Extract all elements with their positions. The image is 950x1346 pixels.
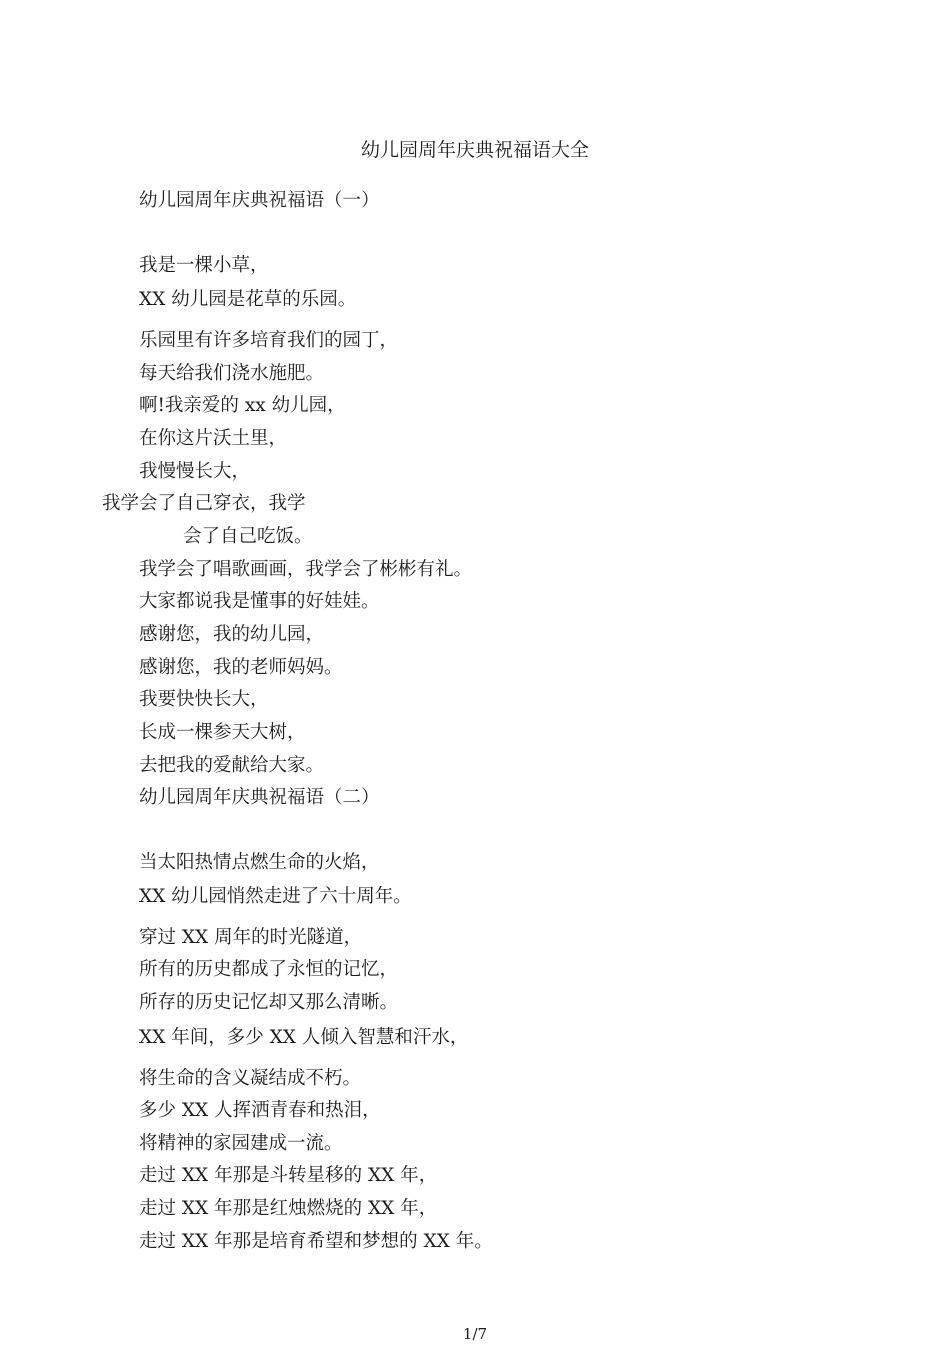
text-line: 走过 XX 年那是红烛燃烧的 XX 年，	[139, 1198, 438, 1219]
text-line: 会了自己吃饭。	[183, 526, 313, 547]
text-line: XX 幼儿园悄然走进了六十周年。	[139, 886, 412, 907]
text-line: 大家都说我是懂事的好娃娃。	[139, 591, 380, 612]
text-line: 我学会了自己穿衣，我学	[102, 493, 306, 514]
text-line: 我要快快长大，	[139, 689, 269, 710]
section-heading: 幼儿园周年庆典祝福语（一）	[139, 190, 380, 211]
text-line: XX 幼儿园是花草的乐园。	[139, 289, 357, 310]
text-line: 将精神的家园建成一流。	[139, 1133, 343, 1154]
text-line: 走过 XX 年那是培育希望和梦想的 XX 年。	[139, 1231, 493, 1252]
text-line: 我学会了唱歌画画，我学会了彬彬有礼。	[139, 559, 473, 580]
text-line: 乐园里有许多培育我们的园丁，	[139, 330, 399, 351]
text-line: 我是一棵小草，	[139, 255, 269, 276]
document-title: 幼儿园周年庆典祝福语大全	[360, 139, 589, 161]
text-line: 所存的历史记忆却又那么清晰。	[139, 992, 399, 1013]
text-line: 当太阳热情点燃生命的火焰，	[139, 852, 380, 873]
text-line: 将生命的含义凝结成不朽。	[139, 1068, 362, 1089]
text-line: 啊!我亲爱的 xx 幼儿园，	[139, 395, 346, 416]
text-line: 穿过 XX 周年的时光隧道，	[139, 927, 363, 948]
text-line: 去把我的爱献给大家。	[139, 755, 325, 776]
section-heading: 幼儿园周年庆典祝福语（二）	[139, 787, 380, 808]
text-line: 走过 XX 年那是斗转星移的 XX 年，	[139, 1165, 438, 1186]
text-line: XX 年间，多少 XX 人倾入智慧和汗水，	[139, 1027, 469, 1048]
text-line: 我慢慢长大，	[139, 461, 251, 482]
text-line: 感谢您，我的老师妈妈。	[139, 657, 343, 678]
text-line: 每天给我们浇水施肥。	[139, 363, 325, 384]
text-line: 长成一棵参天大树，	[139, 722, 306, 743]
text-line: 在你这片沃土里，	[139, 428, 288, 449]
text-line: 感谢您，我的幼儿园，	[139, 624, 325, 645]
text-line: 所有的历史都成了永恒的记忆，	[139, 959, 399, 980]
text-line: 多少 XX 人挥洒青春和热泪，	[139, 1100, 381, 1121]
page-number: 1/7	[462, 1325, 488, 1343]
